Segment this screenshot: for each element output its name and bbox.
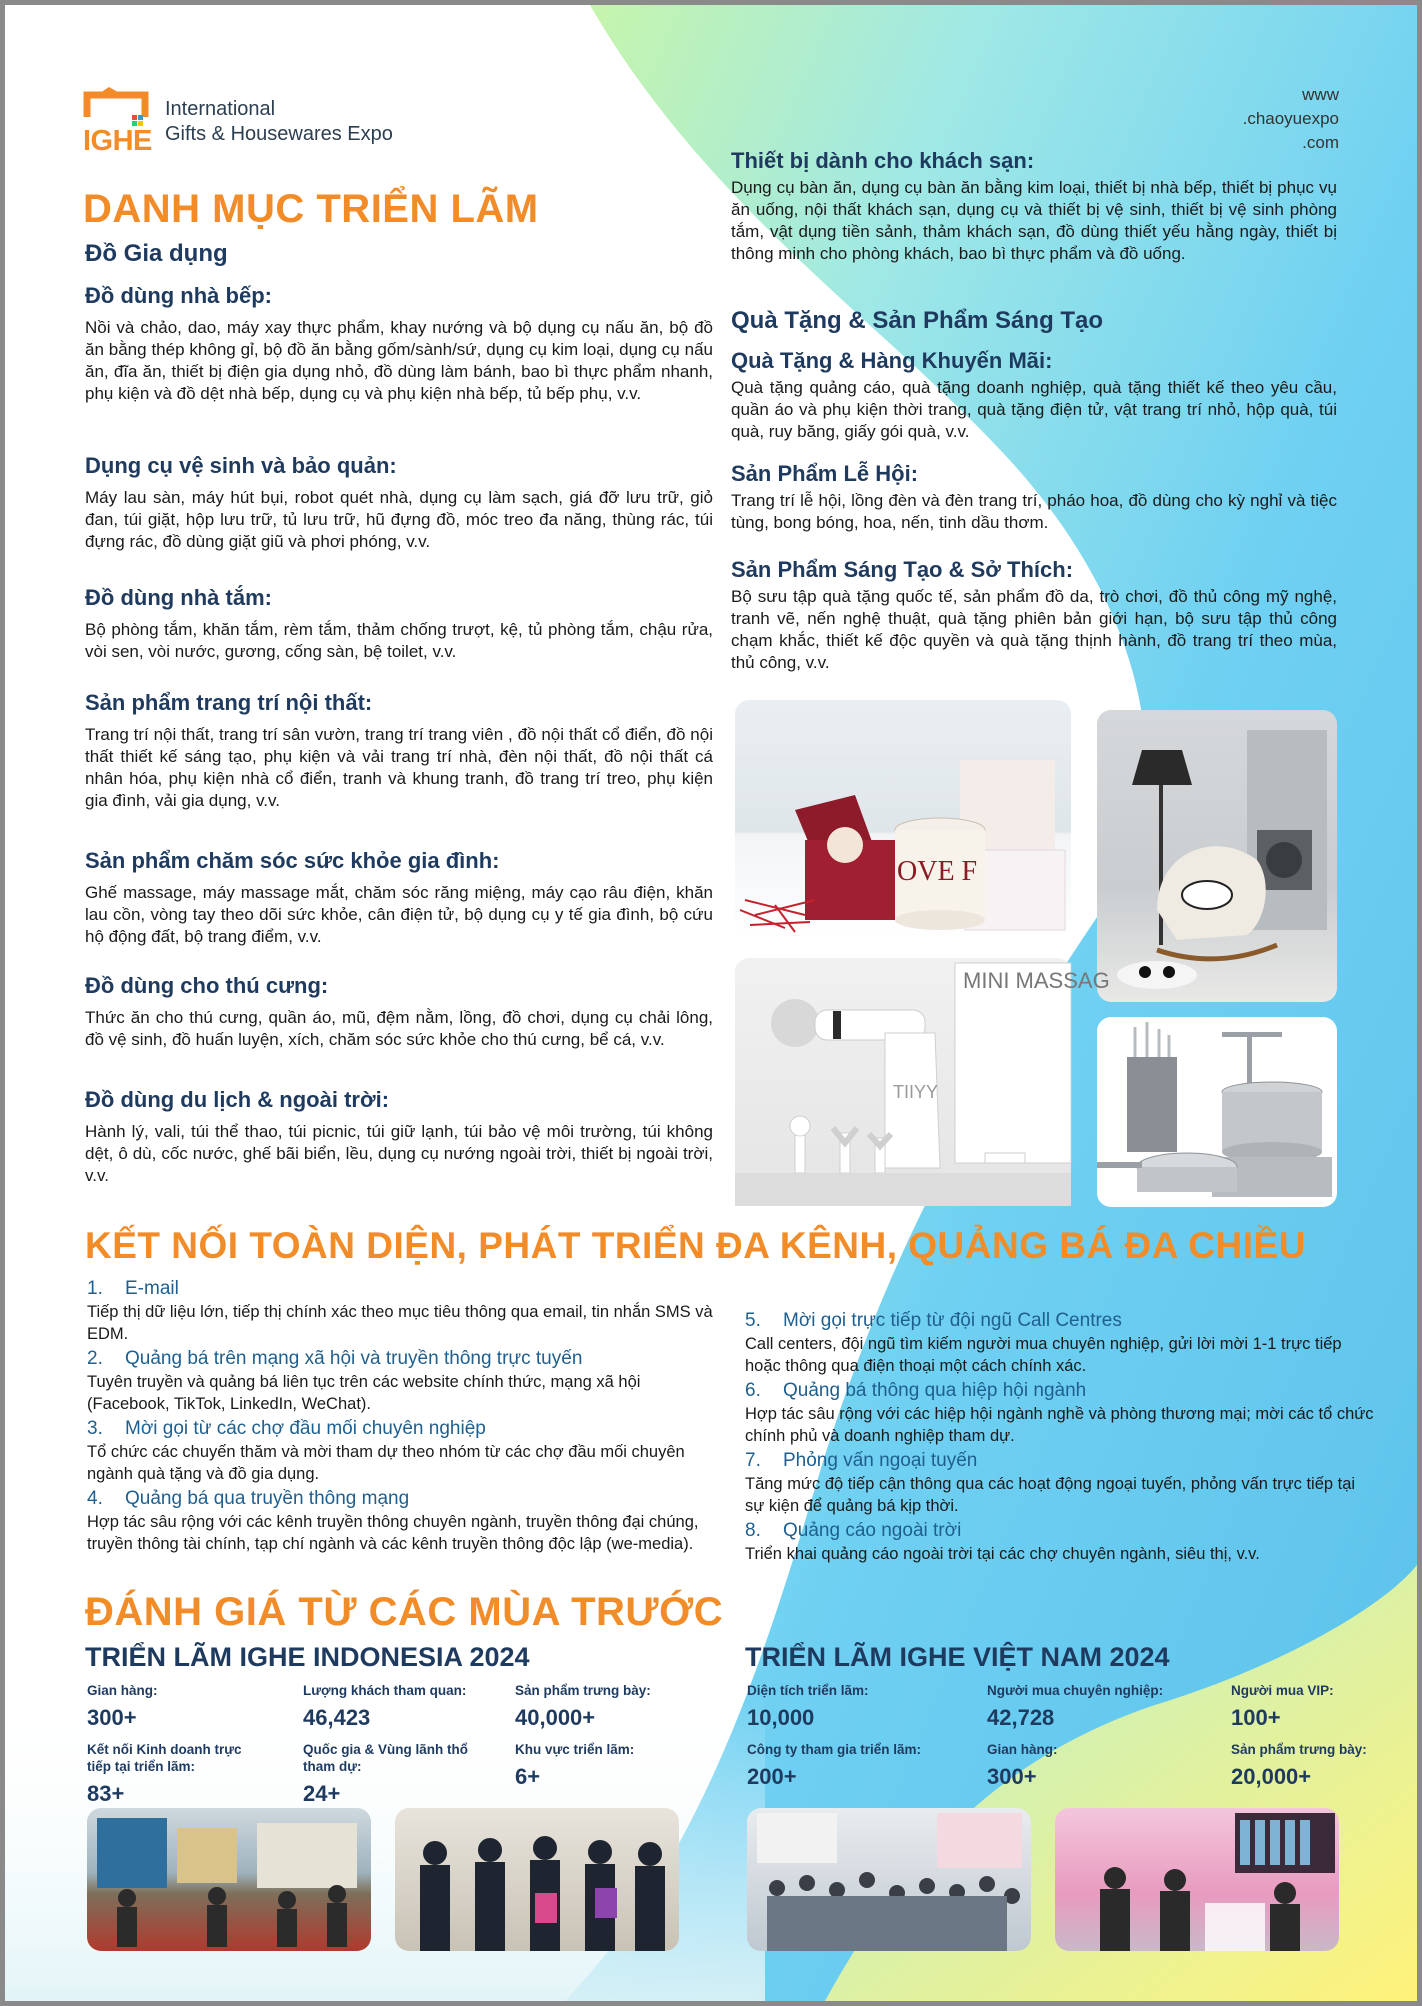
box-label-text: OVE F: [897, 856, 978, 887]
category-text: Nồi và chảo, dao, máy xay thực phẩm, khay nướng và bộ dụng cụ nấu ăn, bộ đồ ăn bằng thép không gỉ, bộ đồ ăn bằng gốm/sành/sứ, dụng cụ kim loại, dụng cụ nấu ăn, đĩa ăn, thiết bị điện gia dụng nhỏ, đồ dùng làm bánh, bao bì thực phẩm nhanh, phụ kiện và đồ dệt nhà bếp, dụng cụ và phụ kiện nhà bếp, tủ bếp phụ, v.v.: [85, 318, 713, 403]
stat-card: [747, 1741, 977, 1790]
website-link[interactable]: [1243, 83, 1339, 155]
item-title: Quảng bá thông qua hiệp hội ngành: [783, 1380, 1087, 1401]
review-title: ĐÁNH GIÁ TỪ CÁC MÙA TRƯỚC: [85, 1590, 724, 1634]
stat-label: Sản phẩm trưng bày:: [1231, 1742, 1367, 1757]
stat-value: 42,728: [987, 1705, 1055, 1730]
promotion-item: [745, 1519, 1377, 1565]
item-number: 6.: [745, 1380, 761, 1401]
gifts-heading: Quà Tặng & Sản Phẩm Sáng Tạo: [731, 307, 1104, 334]
stat-value: 200+: [747, 1764, 797, 1789]
massage-gun-photo: [735, 958, 1110, 1206]
indonesia-event-photo-1: [87, 1808, 371, 1951]
promotion-title: KẾT NỐI TOÀN DIỆN, PHÁT TRIỂN ĐA KÊNH, QUẢNG BÁ ĐA CHIỀU: [85, 1225, 1306, 1266]
category-title: Đồ dùng cho thú cưng:: [85, 973, 329, 998]
brochure-page: [5, 5, 1417, 2001]
vietnam-event-photo-2: [1055, 1808, 1339, 1951]
stat-label: Kết nối Kinh doanh trực tiếp tại triển lãm:: [87, 1742, 242, 1774]
item-text: Hợp tác sâu rộng với các kênh truyền thông chuyên ngành, truyền thông đại chúng, truyền thông tài chính, tạp chí ngành và các kênh truyền thông độc lập (we-media).: [87, 1513, 699, 1553]
stat-value: 300+: [987, 1764, 1037, 1789]
stat-card: [87, 1741, 262, 1807]
logo-line-2: Gifts & Housewares Expo: [165, 123, 393, 145]
category-text: Bộ phòng tắm, khăn tắm, rèm tắm, thảm chống trượt, kệ, tủ phòng tắm, chậu rửa, vòi sen, vòi nước, gương, cống sàn, bệ toilet, v.v.: [85, 620, 713, 661]
category-text: Thức ăn cho thú cưng, quần áo, mũ, đệm nằm, lồng, đồ chơi, dụng cụ chải lông, đồ vệ sinh, đồ huấn luyện, xích, chăm sóc sức khỏe cho thú cưng, bể cá, v.v.: [85, 1008, 713, 1049]
item-text: Call centers, đội ngũ tìm kiếm người mua chuyên nghiệp, gửi lời mời 1-1 trực tiếp hoặc thông qua điện thoại một cách chính xác.: [745, 1335, 1342, 1375]
stat-card: [87, 1682, 287, 1731]
catalog-title: DANH MỤC TRIỂN LÃM: [83, 187, 539, 231]
item-number: 7.: [745, 1450, 761, 1471]
item-number: 4.: [87, 1488, 103, 1509]
stat-label: Công ty tham gia triển lãm:: [747, 1742, 922, 1757]
box-label-text: MINI MASSAG: [963, 968, 1110, 993]
vietnam-event-photo-1: [747, 1808, 1031, 1951]
armchair-room-photo: [1097, 710, 1337, 1002]
category-gifts: [731, 348, 1337, 443]
category-text: Bộ sưu tập quà tặng quốc tế, sản phẩm đồ da, trò chơi, đồ thủ công mỹ nghệ, tranh vẽ, nến nghệ thuật, quà tặng phiên bản giới hạn, bộ sưu tập thủ công chạm khắc, thiết kế độc quyền và quà tặng thịnh hành, đồ trang trí theo mùa, thủ công, v.v.: [731, 587, 1337, 672]
item-text: Tiếp thị dữ liệu lớn, tiếp thị chính xác theo mục tiêu thông qua email, tin nhắn SMS và EDM.: [87, 1303, 713, 1343]
promotion-item: [745, 1309, 1377, 1377]
stat-card: [987, 1741, 1187, 1790]
stat-value: 100+: [1231, 1705, 1281, 1730]
item-number: 8.: [745, 1520, 761, 1541]
stat-value: 300+: [87, 1705, 137, 1730]
stat-card: [987, 1682, 1207, 1731]
stat-value: 10,000: [747, 1705, 815, 1730]
crowd-illustration: [87, 1808, 371, 1951]
armchair-illustration: [1097, 710, 1337, 1002]
category-title: Đồ dùng nhà tắm:: [85, 585, 272, 610]
item-title: Mời gọi trực tiếp từ đội ngũ Call Centres: [783, 1310, 1122, 1331]
stat-value: 40,000+: [515, 1705, 596, 1730]
item-number: 2.: [87, 1348, 103, 1369]
category-text: Trang trí nội thất, trang trí sân vườn, trang trí trang viên , đồ nội thất cổ điển, đồ nội thất thiết kế sáng tạo, phụ kiện và vải trang trí nhà, đèn nội thất, đồ nội thất cá nhân hóa, phụ kiện nhà cổ điển, tranh và khung tranh, đồ trang trí treo, phụ kiện gia đình, vải gia dụng, v.v.: [85, 725, 713, 810]
promotion-item: [87, 1487, 715, 1555]
stat-label: Diện tích triển lãm:: [747, 1683, 869, 1698]
vietnam-title: TRIỂN LÃM IGHE VIỆT NAM 2024: [745, 1642, 1170, 1672]
ceremony-illustration: [395, 1808, 679, 1951]
category-text: Dụng cụ bàn ăn, dụng cụ bàn ăn bằng kim loại, thiết bị nhà bếp, thiết bị phục vụ ăn uống, nội thất khách sạn, dụng cụ và thiết bị vệ sinh, thiết bị vệ sinh phòng tắm, vật dụng tiền sảnh, thảm khách sạn, đồ dùng thiết yếu hằng ngày, thiết bị thông minh cho phòng khách, bao bì thực phẩm và đồ uống.: [731, 178, 1337, 263]
stat-value: 6+: [515, 1764, 541, 1789]
item-text: Tăng mức độ tiếp cận thông qua các hoạt động ngoại tuyến, phỏng vấn trực tiếp tại sự kiện để quảng bá kịp thời.: [745, 1475, 1356, 1515]
category-kitchen: [85, 283, 713, 405]
website-line-1: www: [1302, 85, 1339, 104]
item-title: Quảng cáo ngoài trời: [783, 1520, 962, 1541]
stat-card: [1231, 1682, 1401, 1731]
item-number: 1.: [87, 1278, 103, 1299]
category-healthcare: [85, 848, 713, 948]
indonesia-event-photo-2: [395, 1808, 679, 1951]
item-title: Mời gọi từ các chợ đầu mối chuyên nghiệp: [125, 1418, 486, 1439]
category-title: Đồ dùng du lịch & ngoài trời:: [85, 1087, 390, 1112]
category-title: Sản Phẩm Sáng Tạo & Sở Thích:: [731, 557, 1074, 582]
stat-value: 24+: [303, 1781, 341, 1806]
item-number: 3.: [87, 1418, 103, 1439]
indonesia-title: TRIỂN LÃM IGHE INDONESIA 2024: [85, 1642, 530, 1672]
household-heading: Đồ Gia dụng: [85, 240, 228, 267]
category-title: Đồ dùng nhà bếp:: [85, 283, 272, 308]
category-text: Trang trí lễ hội, lồng đèn và đèn trang trí, pháo hoa, đồ dùng cho kỳ nghỉ và tiệc tùng, bong bóng, hoa, nến, tinh dầu thơm.: [731, 491, 1337, 532]
category-travel: [85, 1087, 713, 1187]
stat-label: Sản phẩm trưng bày:: [515, 1683, 651, 1698]
website-line-3: .com: [1302, 133, 1339, 152]
cookware-photo: [1097, 1017, 1337, 1207]
stat-card: [303, 1741, 503, 1807]
stat-label: Quốc gia & Vùng lãnh thổ tham dự:: [303, 1742, 468, 1774]
stat-card: [515, 1682, 715, 1731]
gift-box-photo: [735, 700, 1071, 940]
item-title: Quảng bá trên mạng xã hội và truyền thông trực tuyến: [125, 1348, 583, 1369]
stat-label: Gian hàng:: [987, 1742, 1058, 1757]
category-cleaning: [85, 453, 713, 553]
stat-label: Người mua chuyên nghiệp:: [987, 1683, 1164, 1698]
stat-value: 46,423: [303, 1705, 371, 1730]
promotion-item: [745, 1379, 1377, 1447]
stat-card: [515, 1741, 715, 1790]
category-hotel: [731, 148, 1337, 265]
ighe-logo[interactable]: [83, 87, 153, 157]
category-text: Máy lau sàn, máy hút bụi, robot quét nhà, dụng cụ làm sạch, giá đỡ lưu trữ, giỏ đan, túi giặt, hộp lưu trữ, tủ lưu trữ, hũ đựng đồ, móc treo đa năng, thùng rác, túi đựng rác, đồ dùng giặt giũ và phơi phóng, v.v.: [85, 488, 713, 551]
stat-label: Người mua VIP:: [1231, 1683, 1334, 1698]
website-line-2: .chaoyuexpo: [1242, 109, 1339, 128]
category-title: Thiết bị dành cho khách sạn:: [731, 148, 1035, 173]
stat-value: 83+: [87, 1781, 125, 1806]
stat-value: 20,000+: [1231, 1764, 1312, 1789]
category-festival: [731, 461, 1337, 534]
promotion-item: [87, 1347, 715, 1415]
item-title: Quảng bá qua truyền thông mạng: [125, 1488, 410, 1509]
category-decor: [85, 690, 713, 812]
brand-label-text: TIIYY: [893, 1082, 939, 1102]
item-text: Triển khai quảng cáo ngoài trời tại các chợ chuyên ngành, siêu thị, v.v.: [745, 1545, 1260, 1563]
item-title: E-mail: [125, 1278, 179, 1299]
category-title: Quà Tặng & Hàng Khuyến Mãi:: [731, 348, 1053, 373]
item-number: 5.: [745, 1310, 761, 1331]
category-title: Dụng cụ vệ sinh và bảo quản:: [85, 453, 397, 478]
category-text: Hành lý, vali, túi thể thao, túi picnic, túi giữ lạnh, túi bảo vệ môi trường, túi không dệt, ô dù, cốc nước, ghế bãi biển, lều, dụng cụ nướng ngoài trời, thiết bị ngoài trời, v.v.: [85, 1122, 713, 1185]
promotion-right-column: [745, 1309, 1377, 1567]
stat-card: [747, 1682, 967, 1731]
item-text: Hợp tác sâu rộng với các hiệp hội ngành nghề và phòng thương mại; mời các tổ chức chính phủ và doanh nghiệp tham dự.: [745, 1405, 1374, 1445]
cookware-illustration: [1097, 1017, 1337, 1207]
item-text: Tổ chức các chuyến thăm và mời tham dự theo nhóm từ các chợ đầu mối chuyên ngành quà tặng và đồ gia dụng.: [87, 1443, 685, 1483]
gift-box-illustration: [735, 700, 1071, 940]
category-creative: [731, 557, 1337, 674]
category-title: Sản phẩm chăm sóc sức khỏe gia đình:: [85, 848, 500, 873]
logo-line-1: International: [165, 98, 276, 120]
massage-gun-illustration: [735, 958, 1110, 1206]
promotion-item: [87, 1277, 715, 1345]
category-text: Ghế massage, máy massage mắt, chăm sóc răng miệng, máy cạo râu điện, khăn lau cồn, vòng tay theo dõi sức khỏe, cân điện tử, bộ dụng cụ y tế gia đình, bộ cứu hộ động đất, bộ trang điểm, v.v.: [85, 883, 713, 946]
promotion-item: [87, 1417, 715, 1485]
category-title: Sản Phẩm Lễ Hội:: [731, 461, 919, 486]
item-title: Phỏng vấn ngoại tuyến: [783, 1450, 978, 1471]
stat-card: [303, 1682, 503, 1731]
stat-label: Lượng khách tham quan:: [303, 1683, 467, 1698]
category-text: Quà tặng quảng cáo, quà tặng doanh nghiệp, quà tặng thiết kế theo yêu cầu, quần áo và phụ kiện thời trang, quà tặng điện tử, vật trang trí nhỏ, hộp quà, túi quà, ruy băng, giấy gói quà, v.v.: [731, 378, 1337, 441]
stat-label: Gian hàng:: [87, 1683, 158, 1698]
item-text: Tuyên truyền và quảng bá liên tục trên các website chính thức, mạng xã hội (Facebook, TikTok, LinkedIn, WeChat).: [87, 1373, 641, 1413]
stat-card: [1231, 1741, 1406, 1790]
crowd-illustration: [747, 1808, 1031, 1951]
category-title: Sản phẩm trang trí nội thất:: [85, 690, 373, 715]
category-bathroom: [85, 585, 713, 663]
category-pets: [85, 973, 713, 1051]
stat-label: Khu vực triển lãm:: [515, 1742, 635, 1757]
logo-wordmark: IGHE: [83, 125, 152, 157]
booth-illustration: [1055, 1808, 1339, 1951]
promotion-item: [745, 1449, 1377, 1517]
promotion-left-column: [87, 1277, 715, 1557]
